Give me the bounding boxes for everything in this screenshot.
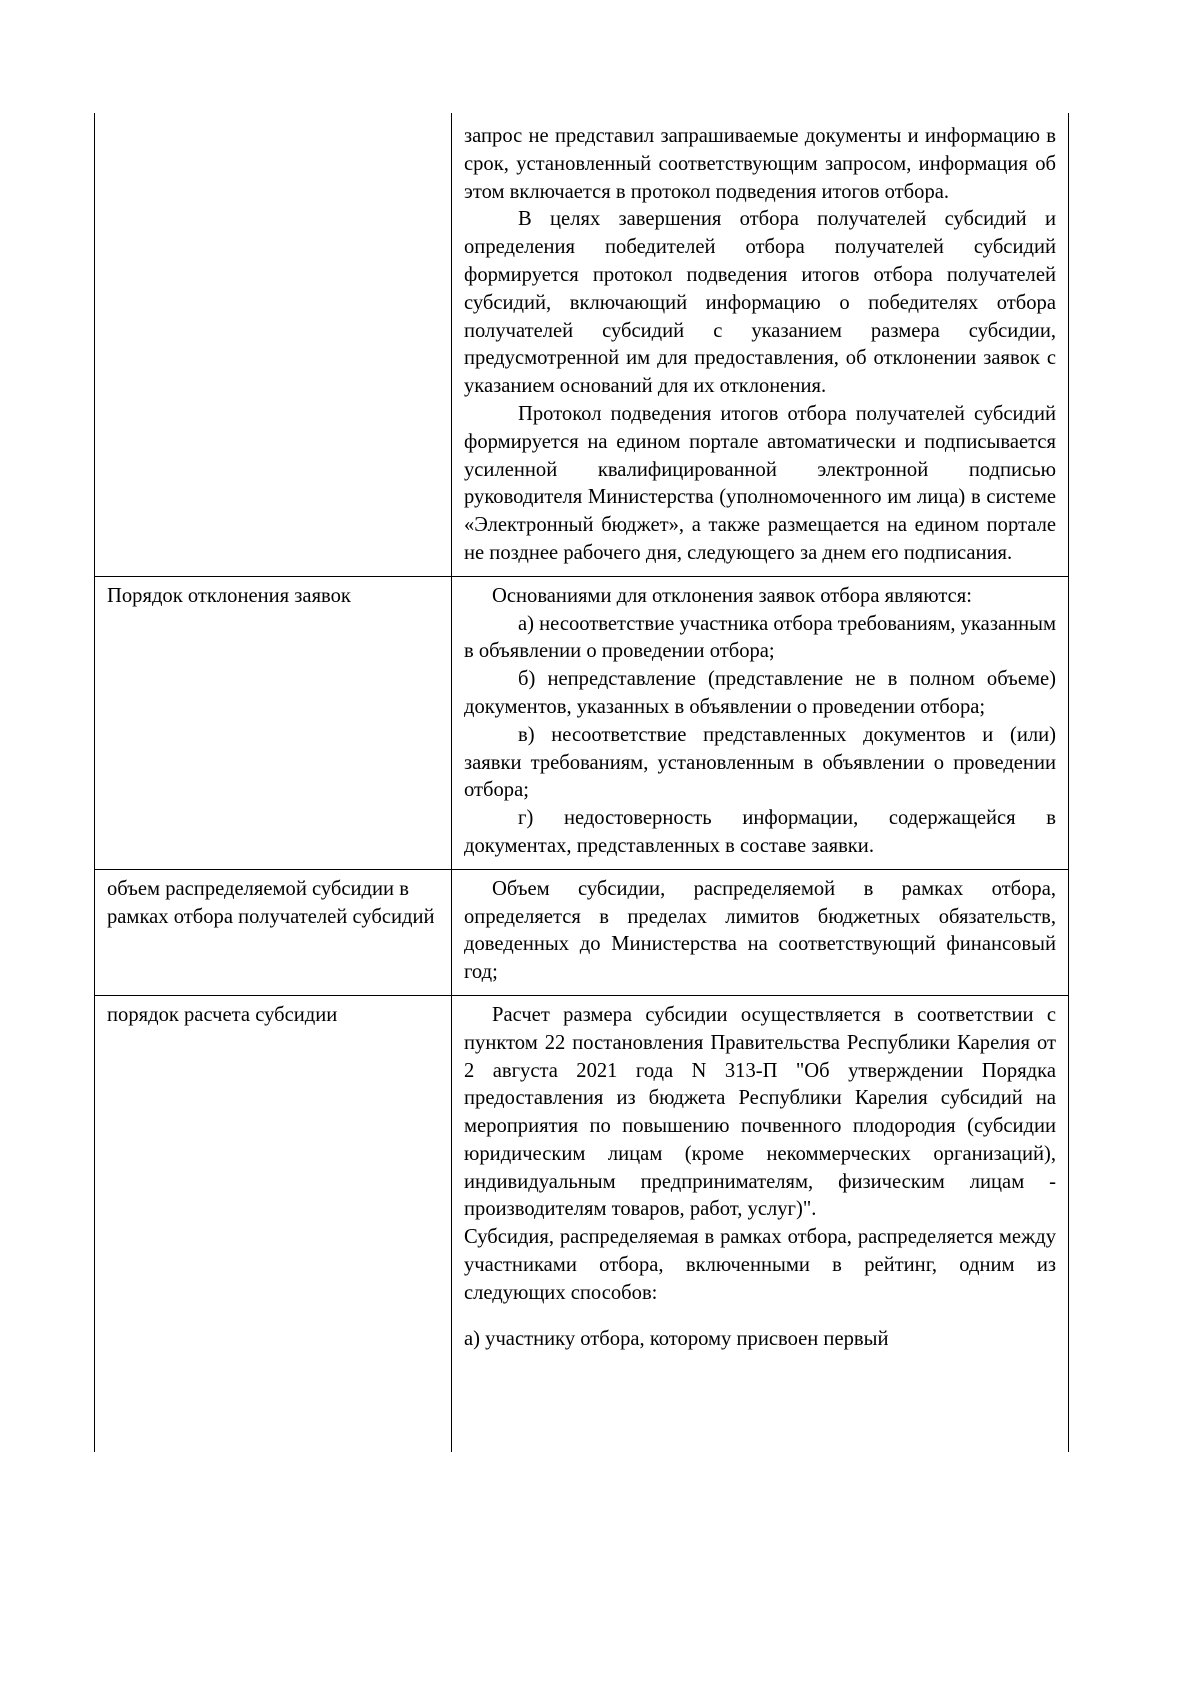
row-content: [452, 576, 1069, 869]
list-item: а) участнику отбора, которому присвоен первый: [464, 1327, 889, 1350]
row-label: объем распределяемой субсидии в рамках отбора получателей субсидий: [95, 869, 452, 995]
list-item: в) несоответствие представленных документов и (или) заявки требованиям, установленным в объявлении о проведении отбора;: [464, 723, 1056, 802]
paragraph: Объем субсидии, распределяемой в рамках отбора, определяется в пределах лимитов бюджетных обязательств, доведенных до Министерства на соответствующий финансовый год;: [464, 877, 1056, 984]
row-content: [452, 113, 1069, 576]
list-item: а) несоответствие участника отбора требованиям, указанным в объявлении о проведении отбора;: [464, 612, 1057, 663]
table-row: [95, 113, 1069, 576]
paragraph: Субсидия, распределяемая в рамках отбора, распределяется между участниками отбора, включенными в рейтинг, одним из следующих способов:: [464, 1226, 1056, 1304]
row-label: порядок расчета субсидии: [95, 995, 452, 1452]
table-row: [95, 869, 1069, 995]
list-item: г) недостоверность информации, содержащейся в документах, представленных в составе заявки.: [464, 807, 1056, 857]
paragraph: запрос не представил запрашиваемые документы и информацию в срок, установленный соответствующим запросом, информация об этом включается в протокол подведения итогов отбора.: [464, 125, 1056, 203]
row-label: Порядок отклонения заявок: [95, 576, 452, 869]
list-item: б) непредставление (представление не в полном объеме) документов, указанных в объявлении о проведении отбора;: [464, 668, 1056, 718]
paragraph: Протокол подведения итогов отбора получателей субсидий формируется на едином портале автоматически и подписывается усиленной квалифицированной электронной подписью руководителя Министерства (уполномоченного им лица) в системе «Электронный бюджет», а также размещается на едином портале не позднее рабочего дня, следующего за днем его подписания.: [464, 402, 1056, 564]
table-row: [95, 995, 1069, 1452]
row-content: [452, 869, 1069, 995]
table-row: [95, 576, 1069, 869]
paragraph: В целях завершения отбора получателей субсидий и определения победителей отбора получателей субсидий формируется протокол подведения итогов отбора получателей субсидий, включающий информацию о победителях отбора получателей субсидий с указанием размера субсидии, предусмотренной им для предоставления, об отклонении заявок с указанием оснований для их отклонения.: [464, 208, 1056, 398]
row-label: [95, 113, 452, 576]
paragraph: Расчет размера субсидии осуществляется в соответствии с пунктом 22 постановления Правительства Республики Карелия от 2 августа 2021 года N 313-П "Об утверждении Порядка предоставления из бюджета Республики Карелия субсидий на мероприятия по повышению почвенного плодородия (субсидии юридическим лицам (кроме некоммерческих организаций), индивидуальным предпринимателям, физическим лицам - производителям товаров, работ, услуг)".: [464, 1003, 1056, 1221]
row-content: [452, 995, 1069, 1452]
document-table: [94, 113, 1069, 1452]
paragraph: Основаниями для отклонения заявок отбора являются:: [492, 584, 972, 607]
